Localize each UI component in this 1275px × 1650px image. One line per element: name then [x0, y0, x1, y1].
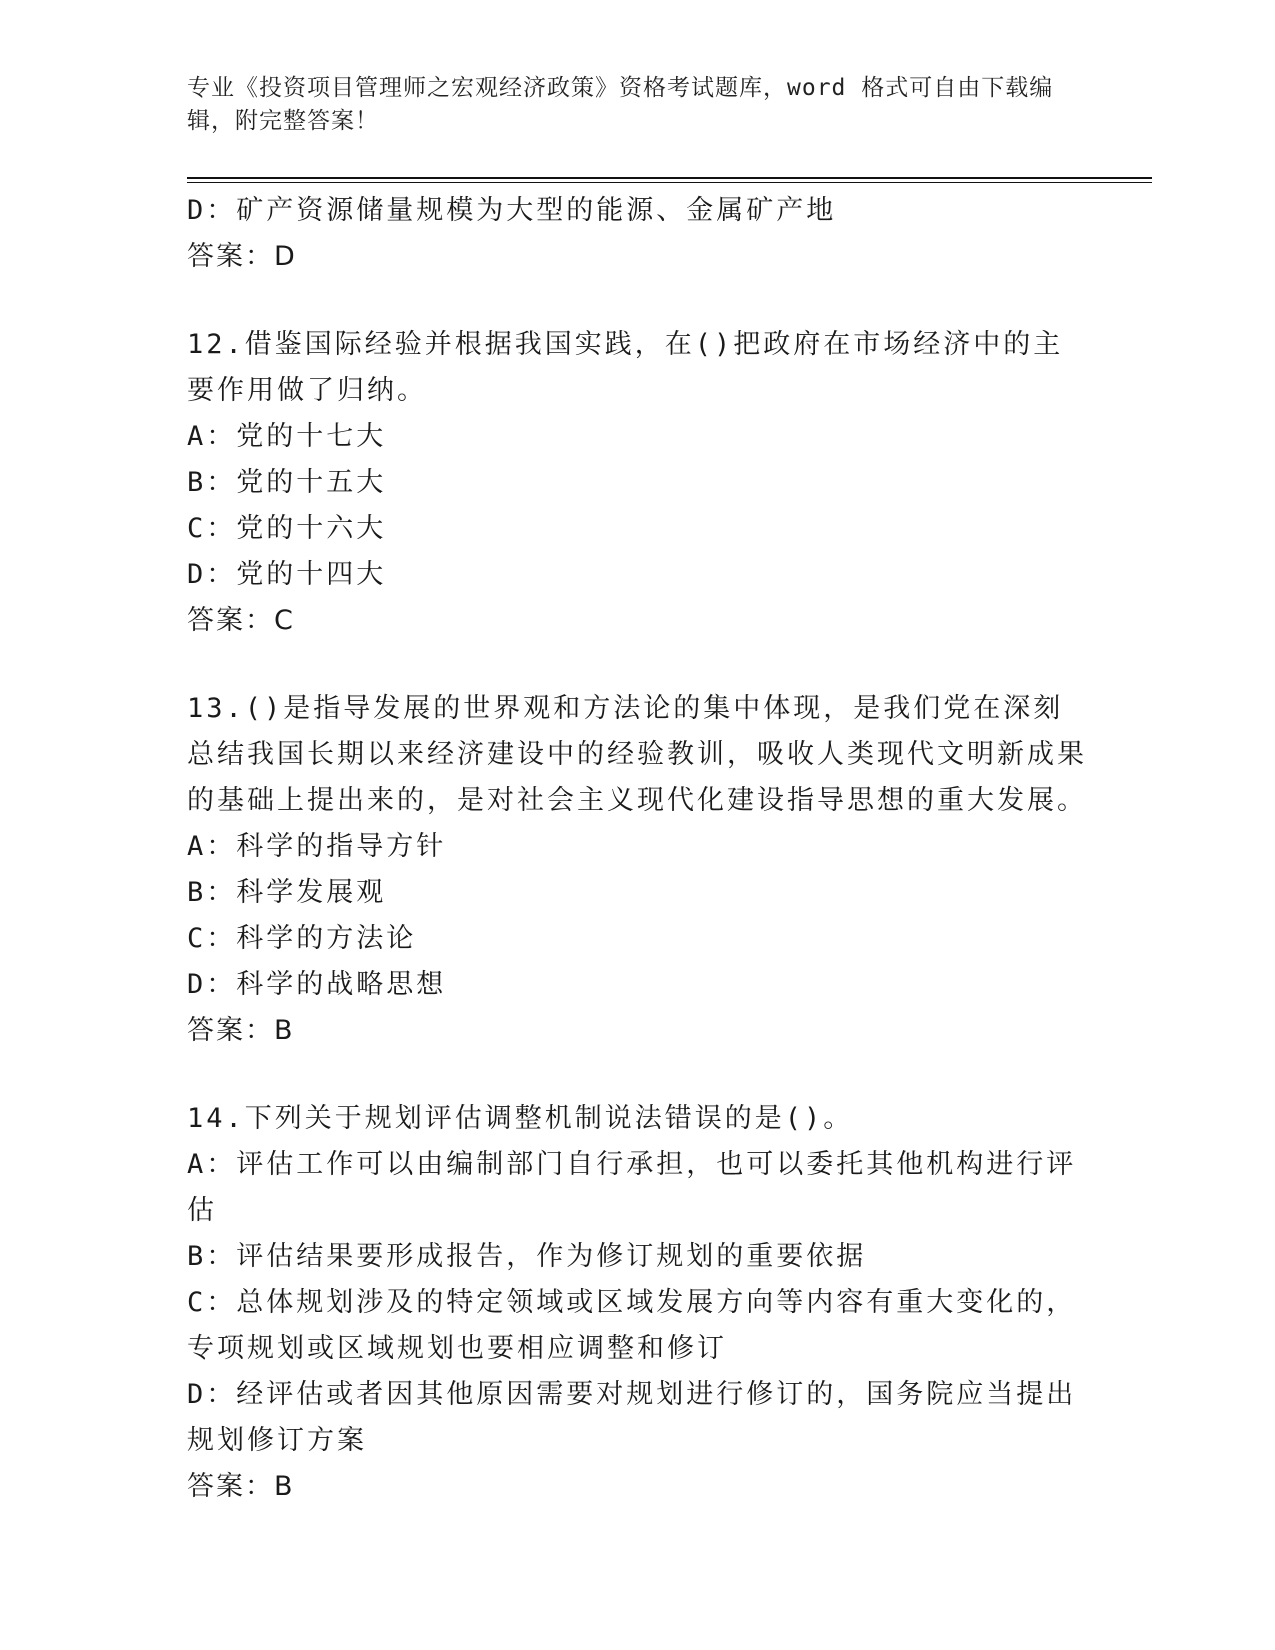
option-d: D：党的十四大 — [187, 559, 387, 590]
option-d: D：科学的战略思想 — [187, 969, 447, 1000]
page-header: 专业《投资项目管理师之宏观经济政策》资格考试题库，word 格式可自由下载编辑，附完整答案！ — [187, 75, 1054, 134]
question-13 — [187, 686, 1087, 1054]
answer-line: 答案：B — [187, 1015, 295, 1046]
option-a: A：评估工作可以由编制部门自行承担，也可以委托其他机构进行评估 — [187, 1149, 1077, 1226]
option-a: A：科学的指导方针 — [187, 831, 447, 862]
spacer — [187, 1054, 1087, 1096]
question-stem: 12.借鉴国际经验并根据我国实践，在()把政府在市场经济中的主要作用做了归纳。 — [187, 329, 1064, 406]
option-d: D：经评估或者因其他原因需要对规划进行修订的，国务院应当提出规划修订方案 — [187, 1379, 1077, 1456]
question-stem: 13.()是指导发展的世界观和方法论的集中体现，是我们党在深刻总结我国长期以来经济建设中的经验教训，吸收人类现代文明新成果的基础上提出来的，是对社会主义现代化建设指导思想的重大发展。 — [187, 693, 1087, 816]
option-c: C：总体规划涉及的特定领域或区域发展方向等内容有重大变化的，专项规划或区域规划也要相应调整和修订 — [187, 1287, 1077, 1364]
option-b: B：科学发展观 — [187, 877, 387, 908]
spacer — [187, 644, 1087, 686]
option-a: A：党的十七大 — [187, 421, 387, 452]
question-stem: 14.下列关于规划评估调整机制说法错误的是()。 — [187, 1103, 854, 1134]
question-12 — [187, 322, 1087, 644]
question-content — [187, 188, 1087, 1510]
answer-line: 答案：B — [187, 1471, 295, 1502]
option-b: B：评估结果要形成报告，作为修订规划的重要依据 — [187, 1241, 867, 1272]
question-11-tail — [187, 188, 1087, 280]
option-c: C：科学的方法论 — [187, 923, 417, 954]
question-14 — [187, 1096, 1087, 1510]
spacer — [187, 280, 1087, 322]
option-c: C：党的十六大 — [187, 513, 387, 544]
header-divider-thin — [187, 182, 1152, 183]
option-b: B：党的十五大 — [187, 467, 387, 498]
answer-line: 答案：D — [187, 241, 297, 272]
option-d: D：矿产资源储量规模为大型的能源、金属矿产地 — [187, 195, 837, 226]
answer-line: 答案：C — [187, 605, 295, 636]
header-divider-thick — [187, 177, 1152, 179]
